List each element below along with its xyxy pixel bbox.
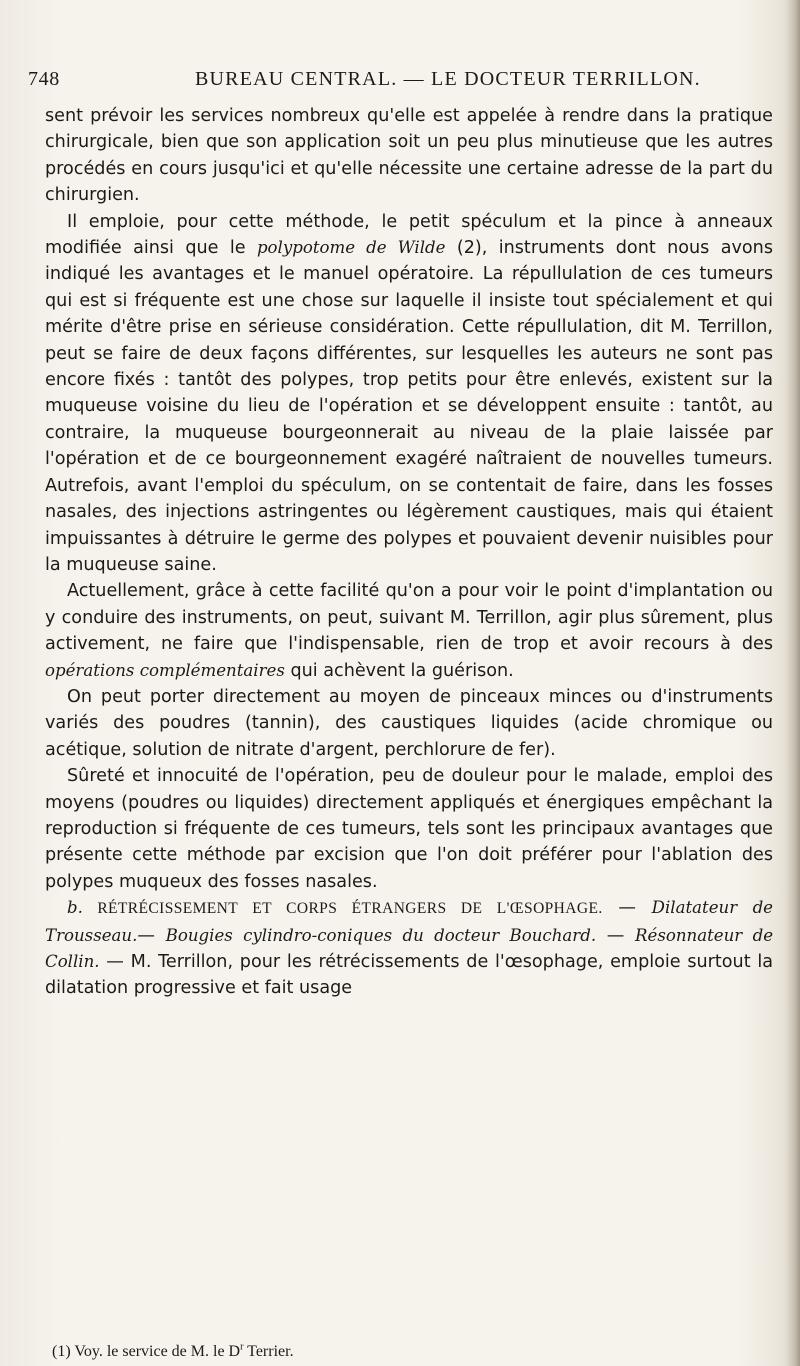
paragraph-5 [45,763,773,895]
section-letter: b. [67,898,83,918]
paragraph-6 [45,895,773,1002]
paragraph-2-text-b: (2), instruments dont nous avons indiqué les avantages et le manuel opératoire. La répullulation de ces tumeurs qui est si fréquente est une chose sur laquelle il insiste tout spécialement et qui mérite d'être prise en sérieuse considération. Cette répullulation, dit M. Terrillon, peut se faire de deux façons différentes, sur lesquelles les auteurs ne sont pas encore fixés : tantôt des polypes, trop petits pour être enlevés, existent sur la muqueuse voisine du lieu de l'opération et se développent ensuite : tantôt, au contraire, la muqueuse bourgeonnerait au niveau de la plaie laissée par l'opération et de ce bourgeonnement exagéré naîtraient de nouvelles tumeurs. Autrefois, avant l'emploi du spéculum, on se contentait de faire, dans les fosses nasales, des injections astringentes ou légèrement caustiques, mais qui étaient impuissantes à détruire le germe des polypes et pouvaient devenir nuisibles pour la muqueuse saine. [45,238,774,575]
running-title: BUREAU CENTRAL. — LE DOCTEUR TERRILLON. [195,68,701,90]
dash: — [596,925,636,946]
paragraph-3 [45,578,773,684]
section-heading: RÉTRÉCISSEMENT ET CORPS ÉTRANGERS DE L'ŒSOPHAGE. [82,900,603,918]
paragraph-4 [45,684,773,763]
paragraph-1 [45,103,773,209]
paragraph-1-text: sent prévoir les services nombreux qu'elle est appelée à rendre dans la pratique chirurgicale, bien que son application soit un peu plus minutieuse que les autres procédés en cours jusqu'ici et qu'elle nécessite une certaine adresse de la part du chirurgien. [45,106,773,206]
footnote [52,1343,772,1361]
footnote-tail: Terrier. [243,1343,294,1360]
paragraph-3-text-a: Actuellement, grâce à cette facilité qu'on a pour voir le point d'implantation ou y conduire des instruments, on peut, suivant M. Terrillon, agir plus sûrement, plus activement, ne faire que l'indispensable, rien de trop et avoir recours à des [45,581,773,655]
paragraph-3-text-b: qui achèvent la guérison. [284,660,514,681]
body-text [45,103,773,1002]
paragraph-2 [45,209,773,579]
dash: — [602,898,652,919]
bougies-bouchard: Bougies cylindro-coniques du docteur Bouchard. [165,925,597,945]
dilatateur-trousseau: Dilatateur de Trousseau. [45,898,774,945]
operations-complementaires: opérations complémentaires [45,660,285,680]
running-header [28,68,768,98]
paragraph-4-text: On peut porter directement au moyen de pinceaux minces ou d'instruments variés des poudres (tannin), des caustiques liquides (acide chromique ou acétique, solution de nitrate d'argent, perchlorure de fer). [45,686,773,760]
polypotome-reference: polypotome de Wilde [256,238,446,258]
page-number: 748 [28,68,60,90]
resonnateur-collin: Résonnateur de Collin. [45,925,774,971]
footnote-superscript: r [240,1341,244,1353]
paragraph-6-text: — M. Terrillon, pour les rétrécissements de l'œsophage, emploie surtout la dilatation progressive et fait usage [45,952,773,999]
footnote-text: (1) Voy. le service de M. le D [52,1343,241,1360]
page-edge-shadow [786,0,800,1366]
paragraph-2-text-a: Il emploie, pour cette méthode, le petit spéculum et la pince à anneaux modifiée ainsi que le [45,211,773,259]
paragraph-5-text: Sûreté et innocuité de l'opération, peu de douleur pour le malade, emploi des moyens (poudres ou liquides) directement appliqués et énergiques empêchant la reproduction si fréquente de ces tumeurs, tels sont les principaux avantages que présente cette méthode par excision que l'on doit préférer pour l'ablation des polypes muqueux des fosses nasales. [45,766,773,892]
dash: — [137,925,166,946]
